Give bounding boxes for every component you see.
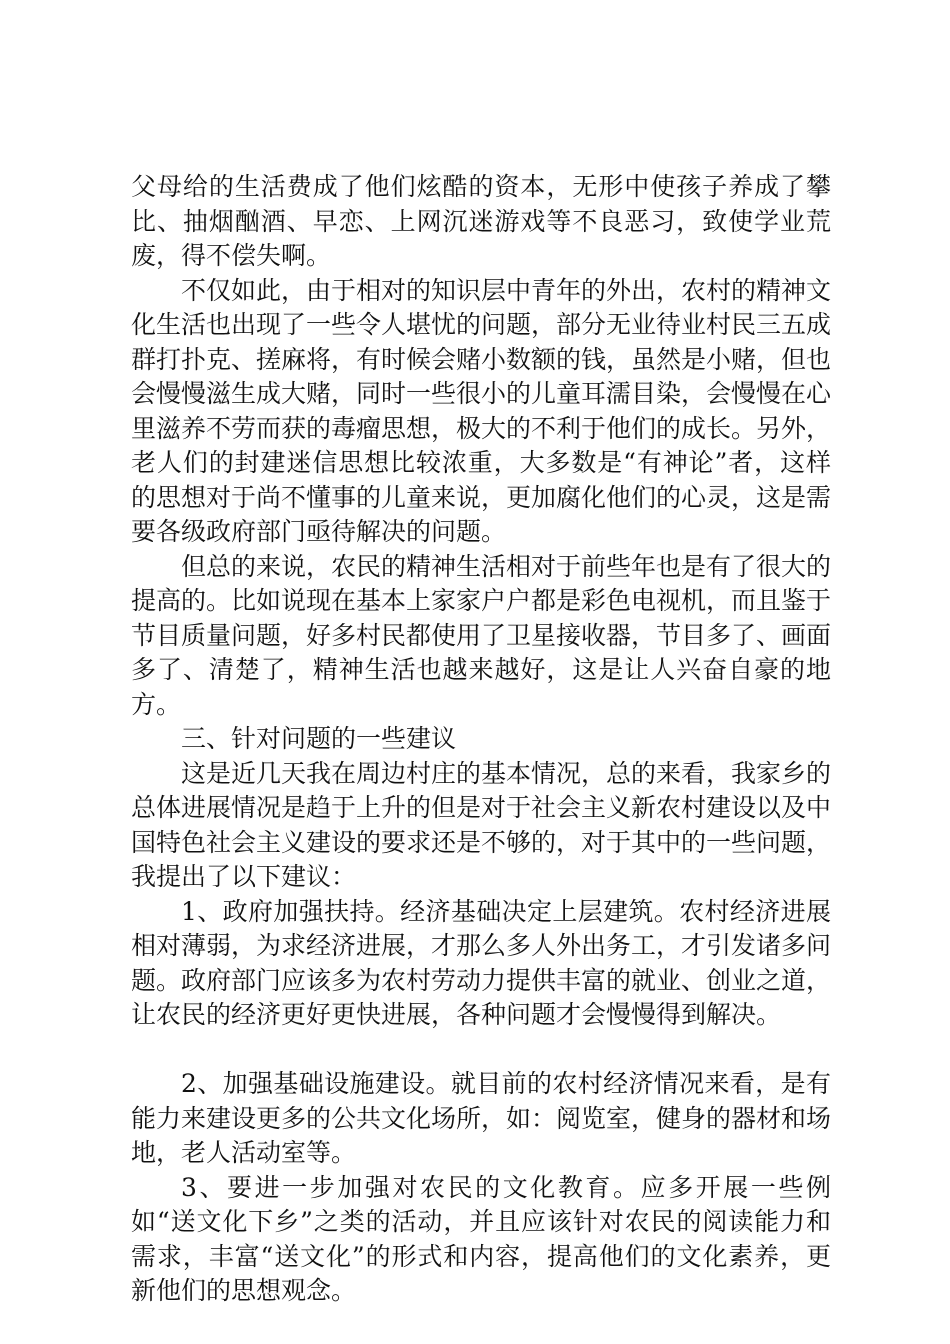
paragraph-spiritual-life-improvement: 但总的来说，农民的精神生活相对于前些年也是有了很大的提高的。比如说现在基本上家家户户都是彩色电视机，而且鉴于节目质量问题，好多村民都使用了卫星接收器，节目多了、画面多了、清楚了，精神生活也越来越好，这是让人兴奋自豪的地方。 xyxy=(131,551,832,719)
document-body xyxy=(131,170,831,1309)
paragraph-suggestions-intro: 这是近几天我在周边村庄的基本情况，总的来看，我家乡的总体进展情况是趋于上升的但是对于社会主义新农村建设以及中国特色社会主义建设的要求还是不够的，对于其中的一些问题，我提出了以下建议： xyxy=(131,758,832,891)
suggestion-item-3: 3、要进一步加强对农民的文化教育。应多开展一些例如“送文化下乡”之类的活动，并且应该针对农民的阅读能力和需求，丰富“送文化”的形式和内容，提高他们的文化素养，更新他们的思想观念。 xyxy=(131,1172,831,1305)
paragraph-continuation: 父母给的生活费成了他们炫酷的资本，无形中使孩子养成了攀比、抽烟酗酒、早恋、上网沉迷游戏等不良恶习，致使学业荒废，得不偿失啊。 xyxy=(131,172,831,270)
paragraph-spiritual-life-problems: 不仅如此，由于相对的知识层中青年的外出，农村的精神文化生活也出现了一些令人堪忧的问题，部分无业待业村民三五成群打扑克、搓麻将，有时候会赌小数额的钱，虽然是小赌，但也会慢慢滋生成大赌，同时一些很小的儿童耳濡目染，会慢慢在心里滋养不劳而获的毒瘤思想，极大的不利于他们的成长。另外，老人们的封建迷信思想比较浓重，大多数是“有神论”者，这样的思想对于尚不懂事的儿童来说，更加腐化他们的心灵，这是需要各级政府部门亟待解决的问题。 xyxy=(131,275,832,546)
suggestion-item-2: 2、加强基础设施建设。就目前的农村经济情况来看，是有能力来建设更多的公共文化场所，如：阅览室，健身的器材和场地，老人活动室等。 xyxy=(131,1069,832,1167)
suggestion-item-1: 1、政府加强扶持。经济基础决定上层建筑。农村经济进展相对薄弱，为求经济进展，才那么多人外出务工，才引发诸多问题。政府部门应该多为农村劳动力提供丰富的就业、创业之道，让农民的经济更好更快进展，各种问题才会慢慢得到解决。 xyxy=(131,896,832,1029)
section-heading-suggestions: 三、针对问题的一些建议 xyxy=(181,724,457,753)
